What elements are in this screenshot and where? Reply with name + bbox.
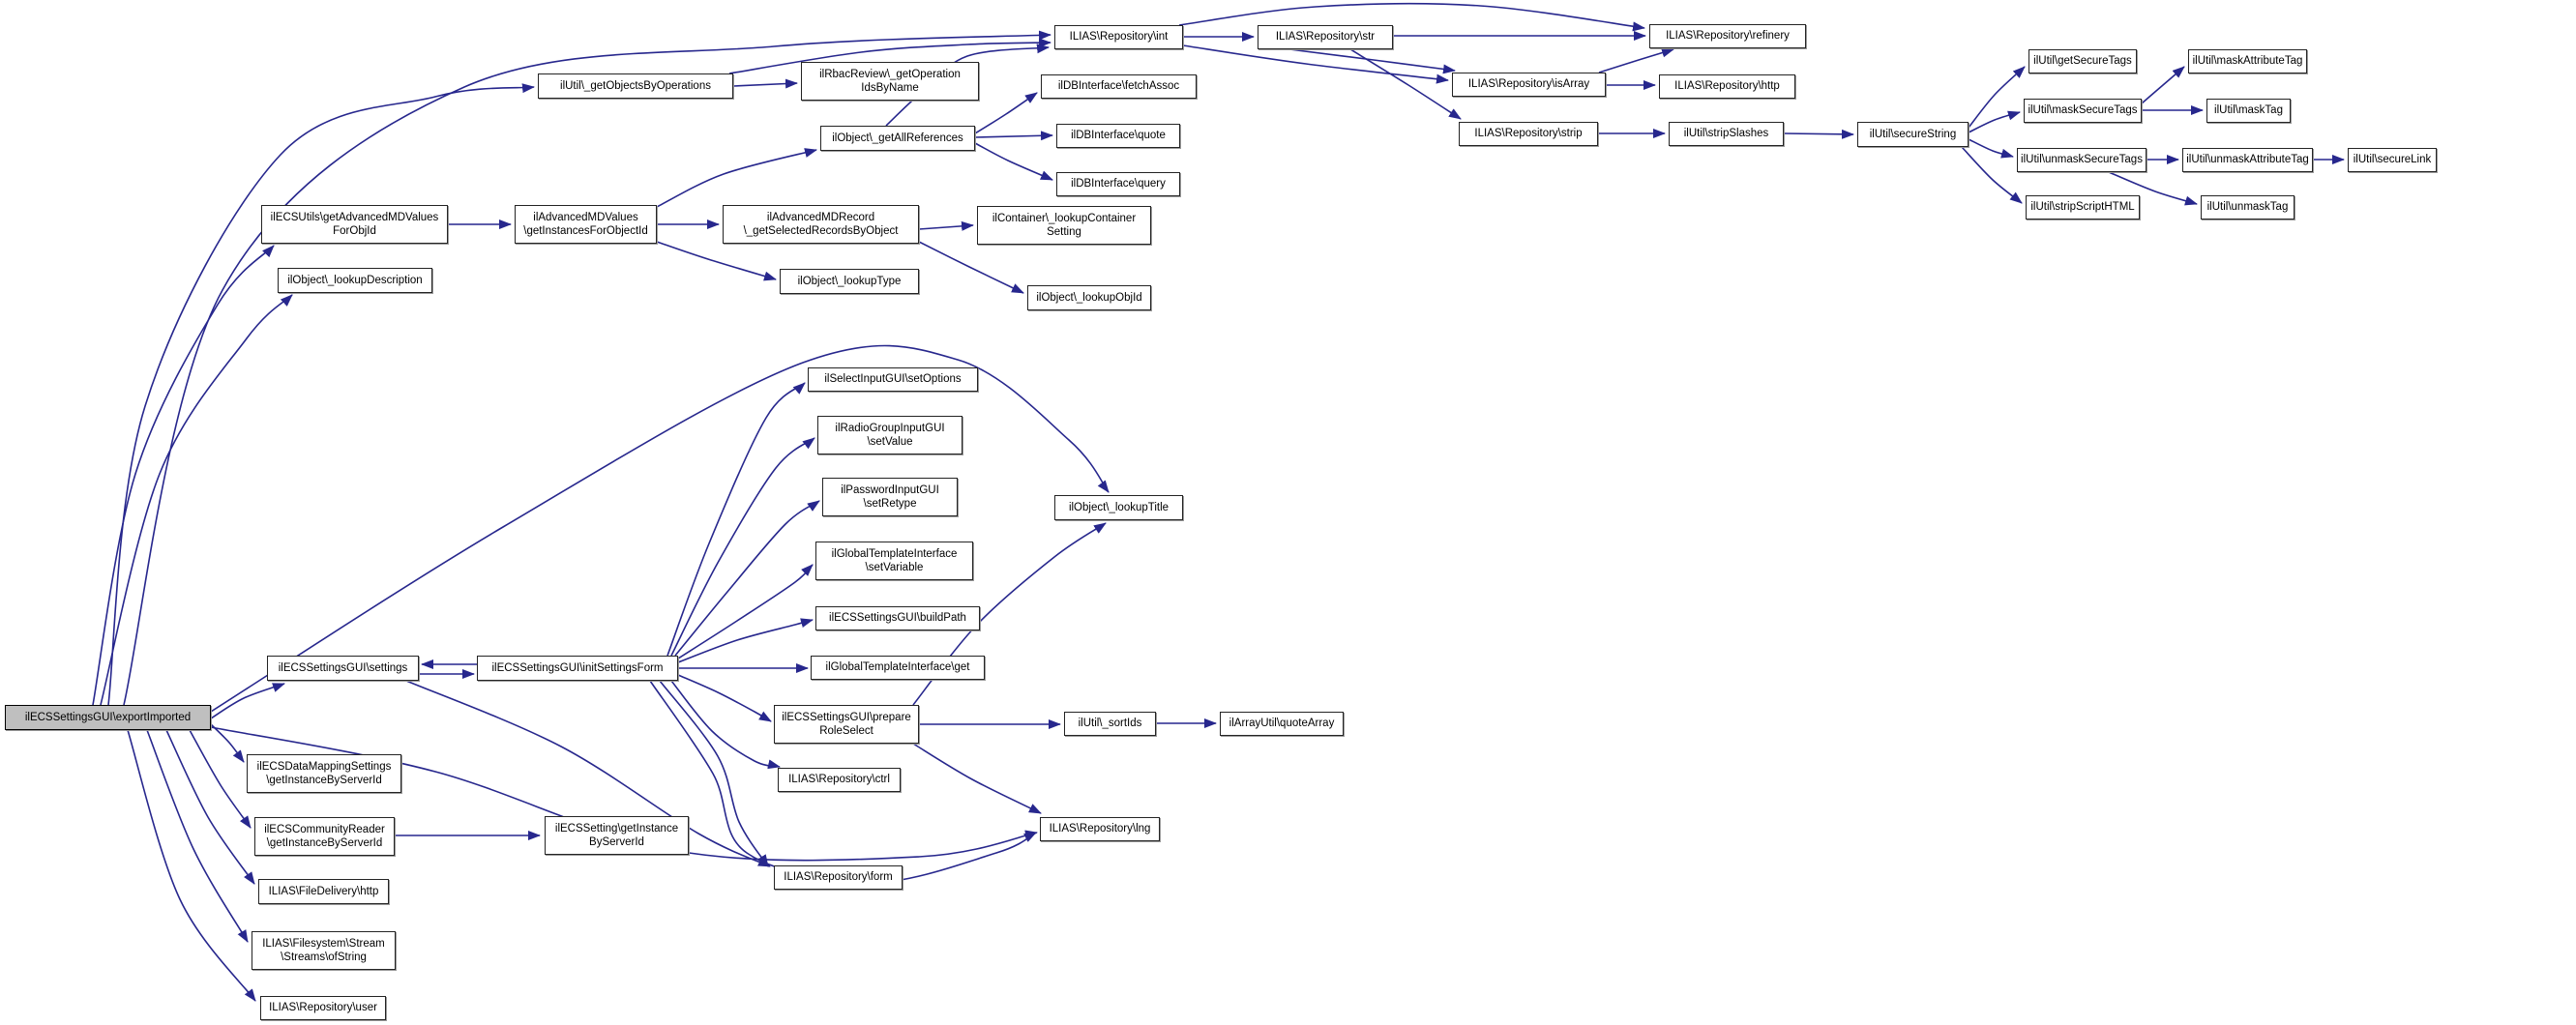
node-label-line: ilDBInterface\quote (1071, 130, 1166, 142)
node-label-line: Setting (1047, 226, 1081, 238)
node-label-line: \setRetype (863, 498, 917, 510)
node-label-line: ilUtil\unmaskSecureTags (2021, 154, 2143, 166)
node-build-path[interactable] (815, 606, 980, 630)
node-get-secure-tags[interactable] (2028, 49, 2137, 73)
edge-export-imported-to-lookup-description (101, 295, 292, 705)
node-label-line: ilDBInterface\fetchAssoc (1057, 80, 1180, 93)
edge-get-selected-records-by-object-to-lookup-container-setting (919, 225, 973, 229)
node-lookup-description[interactable] (278, 268, 432, 293)
node-label-line: ilUtil\_sortIds (1078, 718, 1142, 730)
node-get-operation-ids-by-name[interactable] (801, 62, 979, 101)
node-label-line: ilUtil\stripSlashes (1683, 128, 1769, 140)
node-get-all-references[interactable] (820, 126, 975, 151)
edge-repo-int-to-repo-is-array (1183, 45, 1448, 80)
node-label-line: ilObject\_lookupDescription (287, 274, 423, 286)
edge-export-imported-to-community-reader-get-instance (190, 730, 251, 828)
node-ecs-setting-get-instance[interactable] (545, 816, 689, 855)
edge-init-settings-form-to-set-variable (678, 565, 813, 659)
edge-get-instances-for-object-id-to-lookup-type (657, 242, 776, 279)
node-set-value[interactable] (817, 416, 962, 454)
node-repo-lng[interactable] (1040, 817, 1160, 841)
node-label-line: ilUtil\maskTag (2214, 104, 2283, 117)
node-sort-ids[interactable] (1064, 712, 1156, 736)
node-label-line: \setValue (867, 436, 913, 448)
edge-prepare-role-select-to-repo-lng (913, 744, 1041, 813)
node-repo-form[interactable] (774, 865, 903, 890)
edge-get-instances-for-object-id-to-get-all-references (657, 150, 816, 207)
node-repo-refinery[interactable] (1649, 24, 1806, 48)
node-export-imported[interactable] (5, 705, 211, 730)
node-repo-ctrl[interactable] (778, 768, 901, 792)
node-label-line: ilUtil\_getObjectsByOperations (560, 79, 711, 92)
node-label-line: ILIAS\Repository\user (269, 1002, 377, 1014)
node-label-line: ILIAS\Repository\form (784, 871, 893, 884)
node-label-line: ilECSSettingsGUI\buildPath (829, 612, 966, 625)
node-label-line: ilECSSettingsGUI\initSettingsForm (491, 661, 664, 674)
node-label-line: ilUtil\secureString (1869, 128, 1957, 140)
node-label-line: ILIAS\Repository\int (1069, 31, 1169, 44)
node-repo-str[interactable] (1258, 25, 1393, 49)
node-repo-user[interactable] (260, 996, 386, 1020)
node-label-line: ilObject\_lookupType (797, 275, 902, 287)
node-label-line: ilECSCommunityReader (264, 823, 385, 835)
node-label-line: ilGlobalTemplateInterface (831, 547, 958, 560)
node-strip-script-html[interactable] (2026, 195, 2140, 220)
node-get-objects-by-operations[interactable] (538, 73, 733, 99)
node-prepare-role-select[interactable] (774, 705, 919, 744)
node-unmask-attribute-tag[interactable] (2182, 148, 2313, 172)
edge-export-imported-to-get-objects-by-operations (108, 87, 534, 705)
node-label-line: ByServerId (589, 836, 644, 848)
edge-init-settings-form-to-set-value (671, 438, 814, 656)
node-label-line: ilDBInterface\query (1071, 178, 1166, 190)
node-label-line: ilUtil\stripScriptHTML (2030, 201, 2135, 214)
edge-mask-secure-tags-to-mask-attribute-tag (2142, 67, 2184, 103)
node-tpl-get[interactable] (811, 656, 985, 680)
node-label-line: ILIAS\Repository\strip (1474, 128, 1583, 140)
node-get-selected-records-by-object[interactable] (723, 205, 919, 244)
node-of-string[interactable] (252, 931, 396, 970)
node-data-mapping-get-instance[interactable] (247, 754, 401, 793)
node-label-line: ilECSSettingsGUI\exportImported (24, 711, 192, 723)
node-label-line: ilObject\_lookupTitle (1068, 501, 1170, 513)
node-label-line: \getInstanceByServerId (266, 775, 382, 786)
node-mask-tag[interactable] (2206, 99, 2291, 123)
node-label-line: ILIAS\Repository\isArray (1467, 78, 1590, 91)
node-label-line: ilECSDataMappingSettings (256, 760, 392, 773)
node-label-line: ILIAS\Repository\http (1674, 80, 1780, 93)
node-mask-attribute-tag[interactable] (2188, 49, 2307, 73)
node-label-line: ilRadioGroupInputGUI (835, 422, 945, 434)
edge-repo-int-to-repo-refinery (1179, 4, 1644, 28)
node-label-line: RoleSelect (819, 725, 873, 737)
node-label-line: \getInstanceByServerId (266, 837, 383, 849)
node-label-line: ilUtil\maskSecureTags (2028, 104, 2138, 117)
node-label-line: ilObject\_lookupObjId (1036, 291, 1142, 304)
node-strip-slashes[interactable] (1669, 122, 1784, 146)
edge-get-all-references-to-quote (975, 135, 1052, 137)
node-repo-is-array[interactable] (1452, 73, 1606, 97)
node-repo-http[interactable] (1659, 74, 1795, 99)
node-set-retype[interactable] (822, 478, 958, 516)
node-set-variable[interactable] (815, 542, 973, 580)
node-label-line: ilUtil\getSecureTags (2033, 55, 2132, 68)
node-unmask-secure-tags[interactable] (2017, 148, 2147, 172)
node-get-advanced-md-values-for-obj-id[interactable] (261, 205, 448, 244)
node-label-line: ilECSUtils\getAdvancedMDValues (270, 211, 439, 223)
node-label-line: ilAdvancedMDValues (533, 211, 638, 223)
edge-get-all-references-to-query (975, 143, 1052, 180)
node-lookup-title[interactable] (1054, 495, 1183, 520)
node-mask-secure-tags[interactable] (2024, 99, 2142, 123)
edge-init-settings-form-to-repo-ctrl (671, 681, 780, 767)
node-label-line: \_getSelectedRecordsByObject (743, 225, 899, 237)
node-lookup-container-setting[interactable] (977, 206, 1151, 245)
edge-export-imported-to-file-delivery-http (166, 730, 254, 884)
edge-get-all-references-to-fetch-assoc (975, 93, 1037, 133)
node-set-options[interactable] (808, 367, 978, 392)
node-label-line: \Streams\ofString (281, 952, 367, 963)
node-secure-string[interactable] (1857, 122, 1969, 147)
node-label-line: ILIAS\Filesystem\Stream (262, 937, 385, 950)
node-lookup-type[interactable] (780, 269, 919, 294)
node-label-line: IdsByName (861, 82, 919, 94)
node-repo-strip[interactable] (1459, 122, 1598, 146)
node-label-line: ILIAS\Repository\refinery (1666, 30, 1790, 43)
node-unmask-tag[interactable] (2201, 195, 2295, 220)
node-label-line: ilArrayUtil\quoteArray (1229, 718, 1335, 730)
node-secure-link[interactable] (2348, 148, 2437, 172)
node-label-line: ilSelectInputGUI\setOptions (824, 373, 962, 386)
node-label-line: ilContainer\_lookupContainer (992, 212, 1137, 224)
edge-export-imported-to-get-advanced-md-values-for-obj-id (93, 246, 274, 705)
edge-get-selected-records-by-object-to-lookup-obj-id (919, 242, 1023, 293)
node-label-line: ilECSSettingsGUI\prepare (782, 711, 911, 723)
edge-export-imported-to-repo-user (128, 730, 255, 1001)
node-label-line: \setVariable (865, 562, 924, 573)
node-label-line: ilUtil\unmaskAttributeTag (2186, 154, 2309, 166)
edge-repo-is-array-to-repo-refinery (1599, 49, 1673, 73)
node-label-line: ilAdvancedMDRecord (766, 211, 875, 223)
edge-init-settings-form-to-prepare-role-select (678, 675, 771, 721)
node-label-line: ILIAS\FileDelivery\http (268, 885, 379, 897)
edge-get-objects-by-operations-to-get-operation-ids-by-name (733, 83, 797, 86)
node-label-line: ILIAS\Repository\str (1275, 31, 1376, 44)
node-label-line: ilUtil\maskAttributeTag (2192, 55, 2303, 68)
node-community-reader-get-instance[interactable] (254, 817, 395, 856)
node-label-line: ilObject\_getAllReferences (832, 132, 963, 144)
edge-secure-string-to-strip-script-html (1962, 147, 2022, 203)
node-quote[interactable] (1056, 124, 1180, 148)
edge-strip-slashes-to-secure-string (1784, 133, 1853, 134)
edge-init-settings-form-to-set-options (667, 383, 805, 656)
edge-init-settings-form-to-set-retype (675, 501, 819, 656)
node-label-line: ilECSSetting\getInstance (554, 822, 679, 835)
edge-repo-str-to-repo-is-array (1289, 49, 1455, 71)
edge-repo-str-to-repo-strip (1350, 49, 1461, 119)
node-label-line: ForObjId (333, 225, 376, 237)
node-settings[interactable] (267, 656, 419, 681)
node-lookup-obj-id[interactable] (1027, 285, 1151, 310)
node-repo-int[interactable] (1054, 25, 1183, 49)
node-init-settings-form[interactable] (477, 656, 678, 681)
node-label-line: ilPasswordInputGUI (841, 483, 939, 496)
edge-export-imported-to-of-string (147, 730, 248, 942)
node-get-instances-for-object-id[interactable] (515, 205, 657, 244)
node-quote-array[interactable] (1220, 712, 1344, 736)
node-label-line: ilECSSettingsGUI\settings (278, 661, 408, 674)
node-label-line: ILIAS\Repository\lng (1049, 823, 1151, 835)
edge-secure-string-to-unmask-secure-tags (1969, 139, 2013, 157)
node-fetch-assoc[interactable] (1041, 74, 1197, 99)
node-label-line: ilGlobalTemplateInterface\get (825, 661, 970, 674)
edge-secure-string-to-mask-secure-tags (1969, 112, 2020, 132)
node-file-delivery-http[interactable] (258, 879, 389, 904)
node-label-line: ILIAS\Repository\ctrl (788, 774, 890, 786)
node-label-line: ilRbacReview\_getOperation (819, 68, 961, 80)
node-query[interactable] (1056, 172, 1180, 196)
node-label-line: \getInstancesForObjectId (523, 225, 648, 237)
node-label-line: ilUtil\secureLink (2353, 154, 2432, 166)
node-label-line: ilUtil\unmaskTag (2206, 201, 2289, 214)
